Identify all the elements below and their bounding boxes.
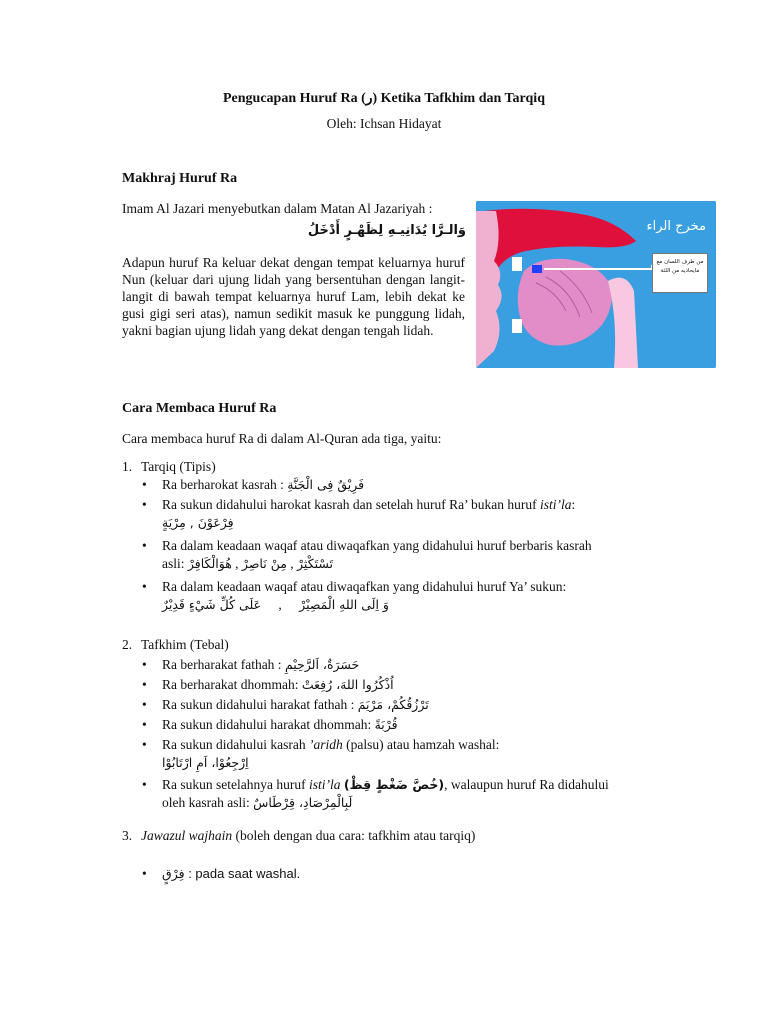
arabic-example: اِرْجِعُوْا، اَمِ ارْتَابُوْا [162,755,249,770]
bullet-icon: • [142,677,147,692]
item-text: Ra sukun didahului harokat kasrah dan setelah huruf Ra’ bukan huruf [162,497,537,512]
item-italic-term: isti’la [308,777,341,792]
item-italic-term: isti’la [540,497,572,512]
item-text: Ra dalam keadaan waqaf atau diwaqafkan yang didahului huruf berbaris kasrah [162,538,592,553]
tarqiq-item-4: Ra dalam keadaan waqaf atau diwaqafkan yang didahului huruf Ya’ sukun: عَلَى كُلِّ شَيْءٍ قَدِيْرٌ , وَ اِلَى اللهِ الْمَصِيْرْ [162,579,567,612]
tafkhim-item-3 [162,696,429,714]
figure-note: من طرف اللسان مع مايحاذيه من اللثة [652,253,708,293]
bullet-icon: • [142,866,147,881]
arabic-example: حَسَرَةٌ، اَلرَّحِيْمِ [284,657,360,672]
bullet-icon: • [142,538,147,553]
bullet-icon: • [142,657,147,672]
arabic-example: هُوَالْكَافِرْ [187,556,232,571]
list-label-jawazul [141,827,475,844]
item-text: : [571,497,576,512]
arabic-example: تَسْتَكْثِرْ [297,556,334,571]
bullet-icon: • [142,777,147,792]
arabic-example: لَبِالْمِرْصَادِ، قِرْطَاسٌ [253,795,353,810]
tafkhim-item-2 [162,676,394,694]
item-text: Ra berharokat kasrah : [162,477,284,492]
document-title: Pengucapan Huruf Ra (ر) Ketika Tafkhim dan Tarqiq [223,91,545,106]
arabic-example: اُذْكُرُوا اللهَ، رُفِعَتْ [301,677,394,692]
list-number-3: 3. [122,828,133,843]
list-label-tarqiq: Tarqiq (Tipis) [141,459,216,474]
arabic-example: فَرِيْقٌ فِى الْجَنَّةِ [287,477,365,492]
item-text: Ra sukun setelahnya huruf [162,777,306,792]
tarqiq-item-2 [162,496,575,532]
bullet-icon: • [142,717,147,732]
item-text: Ra dalam keadaan waqaf atau diwaqafkan yang didahului huruf Ya’ sukun: [162,579,567,594]
bullet-icon: • [142,737,147,752]
tafkhim-item-4 [162,716,398,734]
makhraj-figure [476,201,716,368]
figure-title: مخرج الراء [646,219,706,234]
item-text: Ra sukun didahului harakat dhommah: [162,717,372,732]
item-text: Ra berharakat fathah : [162,657,282,672]
item-text: asli: [162,556,185,571]
arabic-example: فِرْعَوْنَ , مِرْيَةٍ [162,515,234,530]
tafkhim-item-1 [162,656,359,674]
tarqiq-item-3: Ra dalam keadaan waqaf atau diwaqafkan yang didahului huruf berbaris kasrah asli: هُوَالْكَافِرْ , مِنْ نَاصِرْ , تَسْتَكْثِرْ [162,538,592,571]
list-number-2: 2. [122,637,133,652]
bullet-icon: • [142,697,147,712]
item-text: Ra sukun didahului kasrah [162,737,306,752]
arabic-example: وَ اِلَى اللهِ الْمَصِيْرْ [299,597,389,612]
item-text: : pada saat washal. [188,866,301,881]
item-italic-term: Jawazul wajhain [141,828,233,843]
cara-intro: Cara membaca huruf Ra di dalam Al-Quran ada tiga, yaitu: [122,431,442,446]
makhraj-intro: Imam Al Jazari menyebutkan dalam Matan Al Jazariyah : [122,201,433,216]
bullet-icon: • [142,477,147,492]
list-label-tafkhim: Tafkhim (Tebal) [141,637,229,652]
item-text: Ra sukun didahului harakat fathah : [162,697,355,712]
item-text: (palsu) atau hamzah washal: [346,737,500,752]
tafkhim-item-5 [162,736,499,772]
tarqiq-item-1 [162,476,364,494]
tafkhim-item-6 [162,776,609,812]
item-italic-term: ’aridh [308,737,343,752]
arabic-example: فِرْقٍ [162,866,185,881]
item-text: (boleh dengan dua cara: tafkhim atau tarqiq) [235,828,476,843]
makhraj-verse: وَالـرَّا يُدَانِيـهِ لِظَهْـرٍ أَدْخَلُ [307,223,466,238]
arabic-example: قُرْبَةً [374,717,398,732]
arabic-example: مِنْ نَاصِرْ [241,556,287,571]
item-text: oleh kasrah asli: [162,795,250,810]
arabic-example: عَلَى كُلِّ شَيْءٍ قَدِيْرٌ [162,597,262,612]
item-text: Ra berharakat dhommah: [162,677,299,692]
heading-makhraj: Makhraj Huruf Ra [122,171,238,186]
arabic-example: تَرْزُقُكُمْ، مَرْيَمَ [357,697,429,712]
bullet-icon: • [142,497,147,512]
bullet-icon: • [142,579,147,594]
item-text: , walaupun huruf Ra didahului [444,777,609,792]
list-number-1: 1. [122,459,133,474]
makhraj-paragraph: Adapun huruf Ra keluar dekat dengan tempat keluarnya huruf Nun (keluar dari ujung lidah yang bersentuhan dengan langit-langit di bawah tempat keluarnya huruf Lam, lebih dekat ke gusi gigi seri atas), namun sedikit masuk ke punggung lidah, yakni bagian ujung lidah yang dekat dengan tengah lidah. [122,255,465,338]
heading-cara-membaca: Cara Membaca Huruf Ra [122,401,277,416]
jawazul-item-1 [162,865,300,883]
arabic-example: (خُصَّ ضَغْطٍ قِظْ) [343,777,445,792]
document-author: Oleh: Ichsan Hidayat [326,116,442,131]
